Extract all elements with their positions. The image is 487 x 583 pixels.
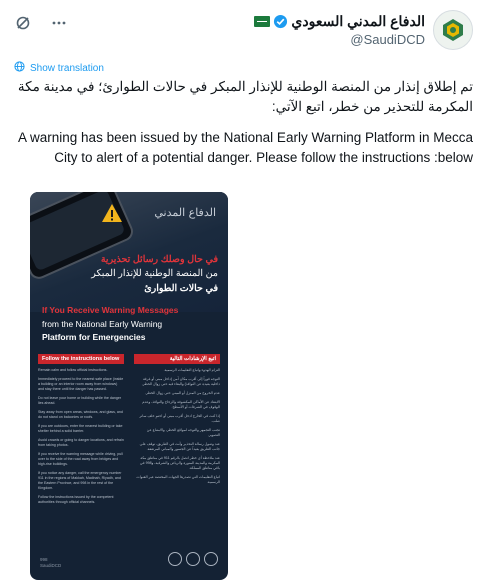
instruction-item-en: Do not leave your home or building while the danger lies ahead. — [38, 396, 122, 405]
instruction-item-ar: اتباع التعليمات التي تصدرها الجهات المختصة عبر القنوات الرسمية. — [136, 475, 220, 484]
media-footer — [40, 557, 61, 569]
instruction-item-ar: عند ملاحظة أي خطر اتصل بالرقم 911 في مناطق مكة المكرمة والمدينة المنورة والرياض والشرقية، و998 في باقي مناطق المملكة. — [139, 456, 220, 470]
seal-icon — [186, 552, 200, 566]
instruction-item-ar: الابتعاد عن الأماكن المكشوفة والزجاج والنوافذ، وعدم الوقوف في الشرفات أو الأسطح. — [142, 400, 220, 409]
seal-icon — [168, 552, 182, 566]
instruction-item-ar: التزام الهدوء واتباع التعليمات الرسمية. — [163, 368, 220, 372]
instructions-header-ar: اتبع الإرشادات التالية — [134, 354, 220, 364]
media-headline-ar-2: من المنصة الوطنية للإنذار المبكر — [91, 268, 218, 279]
show-translation-label: Show translation — [30, 62, 104, 74]
instruction-item-en: If you are outdoors, enter the nearest building or take shelter behind a solid barrier. — [38, 424, 123, 433]
media-logo: الدفاع المدني — [154, 206, 216, 219]
media-headline-en-3: Platform for Emergencies — [42, 332, 146, 342]
instructions-header-en: Follow the instructions below — [38, 354, 124, 364]
civil-defense-logo-icon — [439, 16, 467, 44]
instruction-item-ar: عدم الخروج من المنزل أو المبنى حتى زوال الخطر. — [145, 391, 220, 395]
show-translation-link[interactable] — [14, 61, 104, 75]
instruction-item-en: Immediately proceed to the nearest safe place (inside a building or an interior room away from windows) and stay there until the danger has passed. — [38, 377, 124, 391]
media-headline-en-2: from the National Early Warning — [42, 319, 163, 329]
media-footer-handle: SaudiDCD — [40, 563, 62, 568]
account-block[interactable] — [254, 10, 473, 50]
instruction-item-ar: التوجه فوراً إلى أقرب مكان آمن (داخل مبنى أو غرفة داخلية بعيدة عن النوافذ) والبقاء فيه حتى زوال الخطر. — [141, 377, 220, 386]
instructions-column-ar — [134, 354, 220, 489]
avatar[interactable] — [433, 10, 473, 50]
globe-icon — [14, 61, 25, 75]
media-headline-en-1: If You Receive Warning Messages — [42, 305, 179, 315]
account-handle[interactable]: @SaudiDCD — [350, 32, 425, 47]
grok-icon[interactable] — [14, 14, 32, 32]
post-media-image[interactable] — [30, 192, 228, 580]
more-icon[interactable] — [50, 14, 68, 32]
instructions-column-en — [38, 354, 124, 509]
post-text-arabic: تم إطلاق إنذار من المنصة الوطنية للإنذار المبكر في حالات الطوارئ؛ في مدينة مكة المكرمة للتحذير من خطر، اتبع الآتي: — [17, 79, 473, 114]
instruction-item-en: Stay away from open areas, windows, and glass, and do not stand on balconies or roofs. — [38, 410, 123, 419]
media-footer-number: 998 — [40, 557, 48, 562]
media-seals — [168, 552, 218, 566]
verified-badge-icon — [273, 14, 288, 29]
warning-triangle-icon — [101, 203, 123, 223]
instruction-item-ar: عند وصول رسالة التحذير وأنت في الطريق، توقف على جانب الطريق بعيداً عن الجسور والمباني المرتفعة. — [139, 442, 220, 451]
instruction-item-en: Avoid crowds or going to danger locations, and refrain from taking photos. — [38, 438, 124, 447]
account-name[interactable]: الدفاع المدني السعودي — [291, 13, 425, 29]
instruction-item-en: Remain calm and follow official instructions. — [38, 368, 108, 372]
instruction-item-ar: إذا كنت في الخارج ادخل أقرب مبنى أو احتمِ خلف ساتر صلب. — [139, 414, 220, 423]
tweet-header — [14, 10, 473, 50]
header-actions — [14, 14, 68, 32]
instruction-item-en: Follow the instructions issued by the competent authorities through official channels. — [38, 495, 114, 504]
media-headline-ar-3: في حالات الطوارئ — [144, 283, 218, 294]
instruction-item-ar: تجنب التجمهر والتوجه لمواقع الخطر، والامتناع عن التصوير. — [146, 428, 220, 437]
instruction-item-en: If you receive the warning message while driving, pull over to the side of the road away from bridges and high-rise buildings. — [38, 452, 123, 466]
media-headline-ar-1: في حال وصلك رسائل تحذيرية — [100, 254, 218, 265]
instruction-item-en: If you notice any danger, call the emergency number 911 in the regions of Makkah, Madinah, Riyadh, and the Eastern Province, and 998 in the rest of the Kingdom. — [38, 471, 122, 490]
saudi-flag-icon — [254, 16, 270, 27]
post-text-english: A warning has been issued by the National Early Warning Platform in Mecca City to alert of a potential danger. Please follow the instructions :below — [18, 130, 473, 165]
seal-icon — [204, 552, 218, 566]
